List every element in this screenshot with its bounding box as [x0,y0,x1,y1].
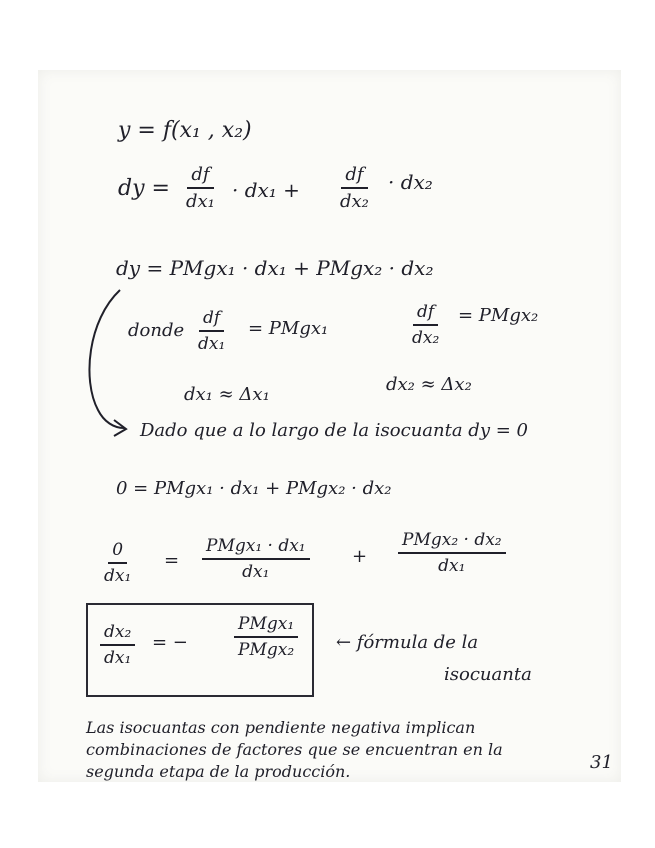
fraction-num: PMgx₂ · dx₂ [398,530,506,554]
fraction-mid [202,536,310,582]
fraction-df-dx1 [186,164,215,212]
fraction-right [398,530,506,576]
def-1-eq: = PMgx₁ [248,318,329,339]
page-number: 31 [590,752,613,773]
fraction-den: dx₂ [340,191,369,212]
fraction-zero-dx1 [104,540,131,586]
approx-2: dx₂ ≈ Δx₂ [386,374,472,395]
fraction-num: 0 [108,540,127,564]
fraction-def-1 [198,308,225,354]
fraction-num: df [187,164,213,189]
fraction-den: dx₁ [198,334,226,354]
fraction-df-dx2 [340,164,369,212]
fraction-den: dx₁ [438,556,466,576]
fraction-num: df [199,308,224,332]
paragraph-line-2: combinaciones de factores que se encuentran en la [86,740,503,759]
fraction-num: PMgx₁ · dx₁ [202,536,310,560]
box-equals-minus: = − [152,632,188,653]
line-zero: 0 = PMgx₁ · dx₁ + PMgx₂ · dx₂ [116,478,392,499]
paragraph-line-3: segunda etapa de la producción. [86,762,351,781]
line-dy-pmg: dy = PMgx₁ · dx₁ + PMgx₂ · dx₂ [116,256,434,280]
fraction-num: PMgx₁ [234,614,298,638]
approx-1: dx₁ ≈ Δx₁ [184,384,270,405]
f3-plus: + [352,546,368,567]
line-function: y = f(x₁ , x₂) [118,118,252,143]
arrow-note-line-2: isocuanta [444,664,532,685]
line-dado-que: Dado que a lo largo de la isocuanta dy = 0 [140,420,528,441]
paragraph-line-1: Las isocuantas con pendiente negativa implican [86,718,476,737]
arrow-note-line-1: ← fórmula de la [336,632,479,653]
def-2-eq: = PMgx₂ [458,305,539,326]
fraction-den: dx₁ [104,566,132,586]
box-lhs-fraction [100,622,135,668]
fraction-den: dx₂ [412,328,440,348]
line-dy-right: · dx₂ [388,170,433,194]
label-donde: donde [128,320,185,341]
fraction-num: dx₂ [100,622,135,646]
f3-eq: = [164,550,180,571]
fraction-den: dx₁ [186,191,215,212]
box-rhs-fraction [234,614,298,660]
line-dy-left: dy = [118,176,170,201]
fraction-num: df [341,164,367,189]
fraction-num: df [413,302,438,326]
fraction-den: dx₁ [242,562,270,582]
fraction-den: dx₁ [104,648,132,668]
fraction-def-2 [412,302,439,348]
fraction-den: PMgx₂ [238,640,295,660]
line-dy-mid: · dx₁ + [232,178,300,202]
